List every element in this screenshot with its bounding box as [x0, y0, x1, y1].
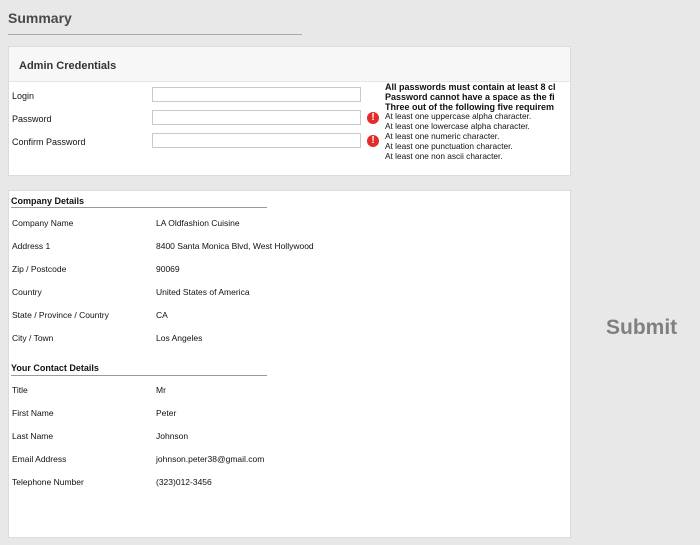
requirement-three-of-five: Three out of the following five requirem	[385, 101, 555, 112]
last-name-label: Last Name	[12, 431, 54, 441]
company-details-divider	[11, 207, 267, 208]
page-title: Summary	[8, 10, 72, 26]
telephone-label: Telephone Number	[12, 477, 84, 487]
login-input[interactable]	[152, 87, 361, 102]
password-label: Password	[12, 114, 52, 124]
requirement-item: At least one numeric character.	[385, 130, 500, 141]
requirement-item: At least one uppercase alpha character.	[385, 111, 532, 122]
zip-label: Zip / Postcode	[12, 264, 67, 274]
contact-details-divider	[11, 375, 267, 376]
title-value: Mr	[156, 385, 166, 395]
password-warning-icon: !	[367, 112, 379, 124]
requirement-item: At least one non ascii character.	[385, 150, 503, 161]
address-value: 8400 Santa Monica Blvd, West Hollywood	[156, 241, 314, 251]
title-label: Title	[12, 385, 28, 395]
company-name-value: LA Oldfashion Cuisine	[156, 218, 240, 228]
email-value: johnson.peter38@gmail.com	[156, 454, 265, 464]
password-input[interactable]	[152, 110, 361, 125]
contact-details-title: Your Contact Details	[11, 363, 99, 373]
country-label: Country	[12, 287, 42, 297]
confirm-password-label: Confirm Password	[12, 137, 86, 147]
last-name-value: Johnson	[156, 431, 189, 441]
requirement-item: At least one lowercase alpha character.	[385, 121, 530, 132]
state-label: State / Province / Country	[12, 310, 109, 320]
confirm-password-input[interactable]	[152, 133, 361, 148]
details-panel	[8, 190, 571, 538]
zip-value: 90069	[156, 264, 180, 274]
password-requirements	[385, 83, 571, 161]
submit-button[interactable]: Submit	[606, 316, 678, 339]
requirement-length: All passwords must contain at least 8 cl	[385, 83, 556, 92]
state-value: CA	[156, 310, 168, 320]
first-name-value: Peter	[156, 408, 177, 418]
company-name-label: Company Name	[12, 218, 74, 228]
country-value: United States of America	[156, 287, 250, 297]
address-label: Address 1	[12, 241, 51, 251]
admin-credentials-header	[9, 47, 570, 82]
email-label: Email Address	[12, 454, 67, 464]
title-divider	[8, 34, 302, 35]
admin-credentials-panel	[8, 46, 571, 176]
requirement-item: At least one punctuation character.	[385, 140, 513, 151]
admin-credentials-title: Admin Credentials	[19, 60, 117, 72]
city-label: City / Town	[12, 333, 54, 343]
requirement-no-space: Password cannot have a space as the fi	[385, 91, 555, 102]
telephone-value: (323)012-3456	[156, 477, 212, 487]
login-label: Login	[12, 91, 35, 101]
city-value: Los Angeles	[156, 333, 203, 343]
first-name-label: First Name	[12, 408, 54, 418]
confirm-password-warning-icon: !	[367, 135, 379, 147]
company-details-title: Company Details	[11, 196, 85, 206]
